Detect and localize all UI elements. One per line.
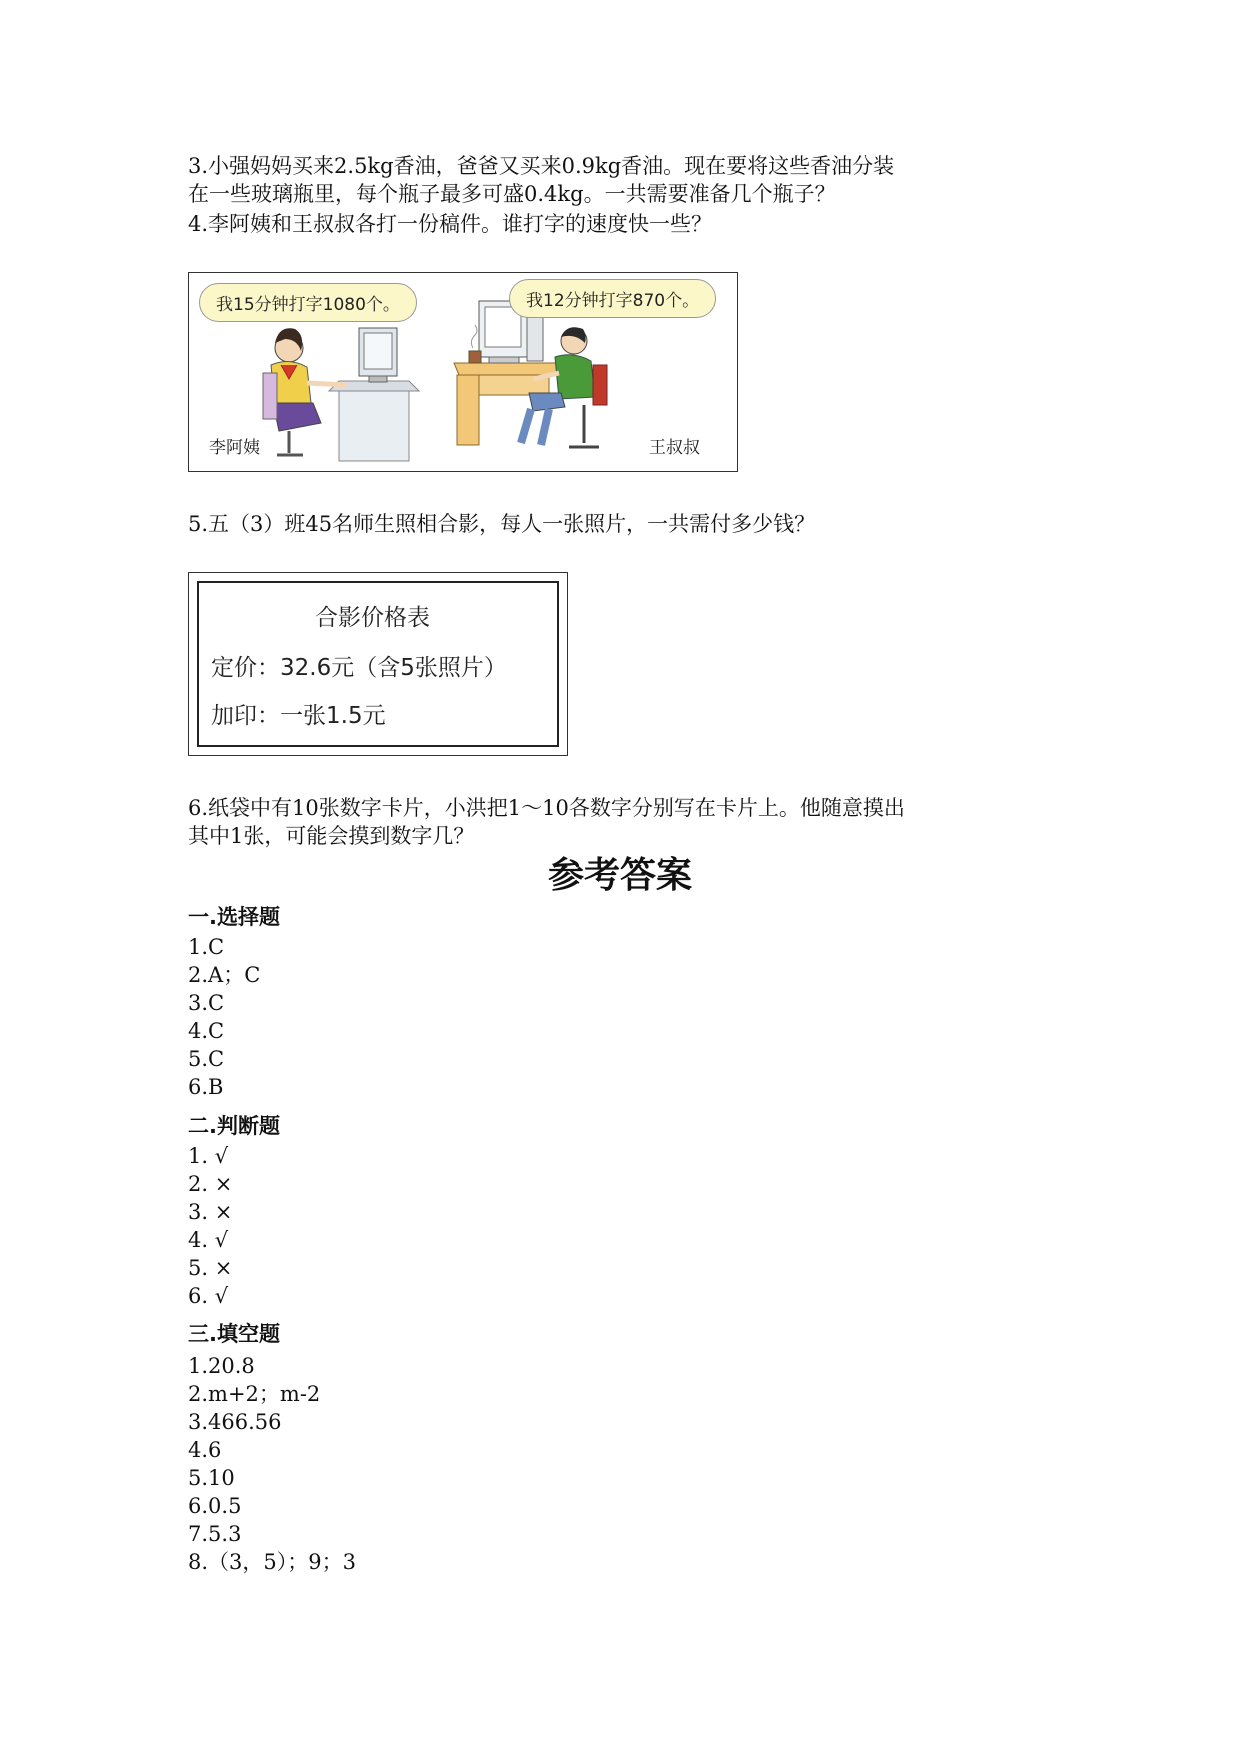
answer-item: 1.C [188, 935, 225, 959]
answer-item: 8.（3，5）；9；3 [188, 1550, 356, 1574]
answer-item: 2.A；C [188, 963, 261, 987]
answer-item: 3.C [188, 991, 225, 1015]
section-3-title: 三.填空题 [188, 1322, 280, 1346]
question-6-line-1: 6.纸袋中有10张数字卡片，小洪把1～10各数字分别写在卡片上。他随意摸出 [188, 796, 905, 820]
question-4: 4.李阿姨和王叔叔各打一份稿件。谁打字的速度快一些？ [188, 212, 713, 236]
answer-item: 7.5.3 [188, 1522, 242, 1546]
answer-item: 5. × [188, 1256, 233, 1280]
price-table-extra-print: 加印：一张1.5元 [211, 703, 386, 729]
section-1-title: 一.选择题 [188, 905, 280, 929]
answer-item: 4.6 [188, 1438, 222, 1462]
question-5: 5.五（3）班45名师生照相合影，每人一张照片，一共需付多少钱？ [188, 512, 816, 536]
answer-item: 1. √ [188, 1144, 229, 1168]
answer-item: 4.C [188, 1019, 225, 1043]
section-2-title: 二.判断题 [188, 1114, 280, 1138]
answer-item: 1.20.8 [188, 1354, 255, 1378]
question-3-line-2: 在一些玻璃瓶里，每个瓶子最多可盛0.4kg。一共需要准备几个瓶子？ [188, 182, 836, 206]
typing-illustration [188, 272, 738, 472]
price-table-title: 合影价格表 [315, 605, 430, 631]
answer-item: 3. × [188, 1200, 233, 1224]
answer-item: 4. √ [188, 1228, 229, 1252]
answer-item: 6.B [188, 1075, 224, 1099]
question-6-line-2: 其中1张，可能会摸到数字几？ [188, 824, 475, 848]
question-3-line-1: 3.小强妈妈买来2.5kg香油，爸爸又买来0.9kg香油。现在要将这些香油分装 [188, 154, 895, 178]
answer-item: 6. √ [188, 1284, 229, 1308]
answer-item: 6.0.5 [188, 1494, 242, 1518]
answers-title: 参考答案 [548, 855, 693, 896]
left-person-name: 李阿姨 [209, 438, 260, 458]
price-table [188, 572, 568, 756]
answer-item: 2.m+2；m-2 [188, 1382, 321, 1406]
price-table-fixed-price: 定价：32.6元（含5张照片） [211, 655, 507, 681]
left-speech-bubble: 我15分钟打字1080个。 [199, 283, 417, 322]
answer-item: 2. × [188, 1172, 233, 1196]
answer-item: 5.10 [188, 1466, 235, 1490]
answer-item: 5.C [188, 1047, 225, 1071]
right-person-name: 王叔叔 [649, 438, 700, 458]
answer-item: 3.466.56 [188, 1410, 282, 1434]
right-speech-bubble: 我12分钟打字870个。 [509, 279, 716, 318]
